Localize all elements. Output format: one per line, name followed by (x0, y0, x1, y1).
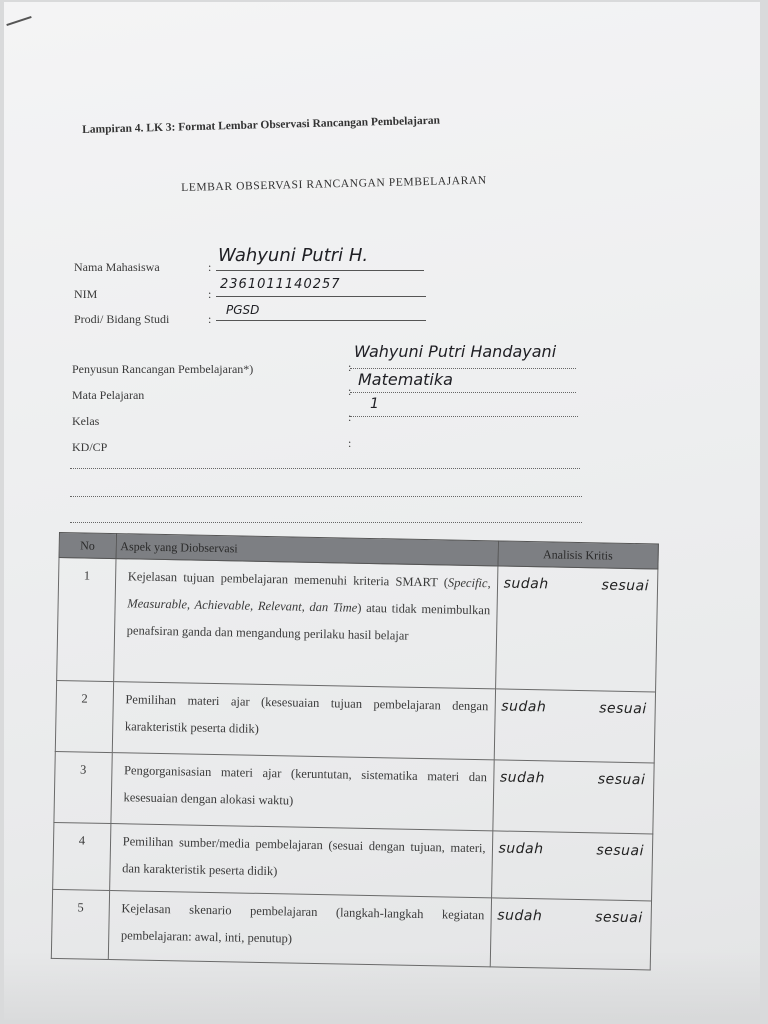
row-aspect: Kejelasan skenario pembelajaran (langkah-langkah kegiatan pembelajaran: awal, inti, penutup) (108, 891, 491, 967)
name-colon: : (208, 260, 212, 274)
author-line (350, 368, 576, 369)
analysis-word-1: sudah (498, 840, 544, 858)
analysis-word-1: sudah (501, 698, 547, 716)
analysis-word-1: sudah (497, 907, 543, 925)
row-number: 3 (54, 751, 112, 823)
nim-label: NIM (74, 287, 98, 301)
analysis-word-2: sesuai (597, 771, 646, 789)
smart-criteria: Specific, Measurable, Achievable, Relevant, dan Time (127, 575, 491, 615)
table-row (53, 822, 653, 900)
class-label: Kelas (72, 414, 100, 428)
program-line (216, 320, 426, 321)
class-colon: : (348, 410, 352, 424)
row-aspect: Pemilihan sumber/media pembelajaran (sesuai dengan tujuan, materi, dan karakteristik peserta didik) (109, 824, 492, 898)
row-analysis (492, 760, 654, 834)
row-analysis (491, 831, 653, 901)
nim-line (216, 296, 426, 297)
author-colon: : (348, 360, 352, 374)
name-line (216, 270, 424, 271)
program-label: Prodi/ Bidang Studi (74, 312, 170, 326)
analysis-word-2: sesuai (595, 909, 643, 927)
name-label: Nama Mahasiswa (74, 260, 160, 274)
kdcp-line-1 (70, 468, 580, 469)
kdcp-label: KD/CP (72, 440, 108, 454)
kdcp-line-3 (70, 522, 582, 523)
pen-mark (6, 16, 31, 26)
row-number: 1 (57, 558, 116, 682)
nim-handwritten: 2361011140257 (220, 277, 341, 292)
row-analysis (494, 689, 656, 763)
document-page (4, 2, 760, 1020)
row-number: 5 (51, 889, 109, 959)
table-row (51, 889, 651, 969)
subject-label: Mata Pelajaran (72, 388, 145, 402)
row-aspect (113, 559, 497, 689)
row-number: 2 (55, 680, 113, 752)
header-analysis: Analisis Kritis (497, 541, 658, 569)
subject-colon: : (348, 384, 352, 398)
row-analysis (495, 566, 658, 692)
row-number: 4 (53, 822, 111, 890)
analysis-word-2: sesuai (596, 842, 645, 860)
page-title: LEMBAR OBSERVASI RANCANGAN PEMBELAJARAN (181, 174, 487, 194)
table-row (54, 751, 654, 833)
author-handwritten: Wahyuni Putri Handayani (354, 342, 557, 361)
kdcp-colon: : (348, 436, 352, 450)
analysis-word-2: sesuai (601, 577, 650, 595)
nim-colon: : (208, 287, 212, 301)
row-aspect: Pemilihan materi ajar (kesesuaian tujuan pembelajaran dengan karakteristik peserta didik) (112, 682, 495, 760)
subject-handwritten: Matematika (358, 370, 453, 389)
table-row (55, 680, 655, 762)
aspect-text-start: Kejelasan tujuan pembelajaran memenuhi kriteria SMART ( (127, 569, 449, 590)
aspect-text-end: ) atau tidak menimbulkan penafsiran ganda dan mengandung perilaku hasil belajar (126, 600, 491, 643)
program-handwritten: PGSD (226, 303, 260, 317)
program-colon: : (208, 312, 212, 326)
observation-table (51, 532, 659, 970)
header-no: No (59, 533, 116, 559)
row-analysis (490, 898, 652, 970)
kdcp-line-2 (70, 496, 582, 497)
analysis-word-2: sesuai (599, 700, 647, 718)
subject-line (350, 392, 576, 393)
author-label: Penyusun Rancangan Pembelajaran*) (72, 362, 254, 376)
class-line (350, 416, 578, 417)
class-handwritten: 1 (370, 396, 379, 412)
header-aspect: Aspek yang Diobservasi (116, 534, 498, 566)
row-aspect: Pengorganisasian materi ajar (keruntutan, sistematika materi dan kesesuaian dengan alokasi waktu) (111, 753, 494, 831)
annex-heading: Lampiran 4. LK 3: Format Lembar Observasi Rancangan Pembelajaran (82, 114, 441, 136)
table-row (57, 558, 658, 692)
analysis-word-1: sudah (499, 769, 546, 787)
analysis-word-1: sudah (503, 575, 549, 593)
name-handwritten: Wahyuni Putri H. (218, 245, 369, 266)
